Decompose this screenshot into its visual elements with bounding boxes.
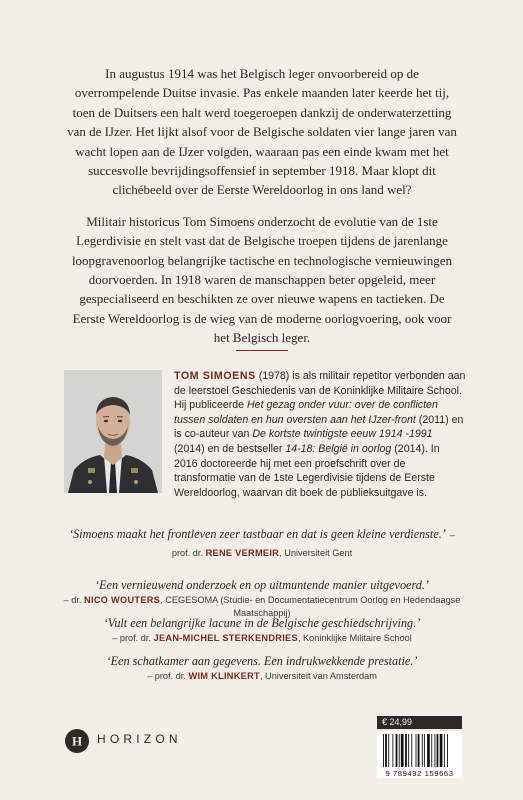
price-label: € 24,99 <box>377 716 462 729</box>
quote-text: ‘Simoens maakt het frontleven zeer tastbaar en dat is geen kleine verdienste.’ <box>69 527 446 541</box>
author-bio <box>174 369 466 500</box>
reviewer-name: RENE VERMEIR <box>205 548 280 558</box>
source-prefix: – prof. dr. <box>147 670 189 681</box>
reviewer-affiliation: , Koninklijke Militaire School <box>297 632 412 643</box>
barcode-bar <box>399 734 400 767</box>
barcode-bar <box>396 734 398 767</box>
blurb-paragraph-1: In augustus 1914 was het Belgisch leger onvoorbereid op de overrompelende Duitse invasie. Pas enkele maanden later keerde het tij, toen de Duitsers een halt werd toegeroepen dankzij de onderwaterzetting van de IJzer. Het lijkt alsof voor de Belgische soldaten vier lange jaren van wacht lopen aan de IJzer volgden, waaraan pas een einde kwam met het succesvolle bevrijdingsoffensief in september 1918. Maar klopt dit clichébeeld over de Eerste Wereldoorlog in ons land wel? <box>67 66 457 198</box>
barcode-bar <box>447 734 448 767</box>
reviewer-name: NICO WOUTERS <box>84 594 161 605</box>
bio-text-3: (2014) en de bestseller <box>174 442 286 455</box>
barcode-bar <box>422 734 423 767</box>
publisher-logo-icon <box>65 729 89 753</box>
barcode-bar <box>405 734 407 767</box>
publisher-name: HORIZON <box>97 732 182 746</box>
logo-letter: H <box>71 733 83 749</box>
blurb <box>64 64 460 360</box>
bio-text-4: (2014). In 2016 doctoreerde hij met een proefschrift over de transformatie van de 1ste Legerdivisie tijdens de Eerste Wereldoorlog, waarvan dit boek de publieksuitgave is. <box>174 442 440 499</box>
book-title-1: Het gezag onder vuur: over de conflicten tussen soldaten en hun oversten aan het IJzer-front <box>174 399 438 426</box>
reviewer-name: JEAN-MICHEL STERKENDRIES <box>153 632 298 643</box>
barcode-bar <box>416 734 417 767</box>
quote-source <box>60 670 464 683</box>
barcode-bar <box>434 734 435 767</box>
bio-text-1: (1978) is als militair repetitor verbonden aan de leerstoel Geschiedenis van de Koninklijke Militaire School. Hij publiceerde <box>174 370 466 412</box>
barcode-bar <box>427 734 430 767</box>
book-title-3: 14-18: België in oorlog <box>285 442 392 455</box>
quote-text: ‘Vult een belangrijke lacune in de Belgische geschiedschrijving.’ <box>103 616 421 630</box>
review-quote-2 <box>60 578 464 620</box>
barcode-bar <box>392 734 393 767</box>
barcode-bar <box>388 734 389 767</box>
reviewer-affiliation: , CEGESOMA (Studie- en Documentatiecentrum Oorlog en Hedendaagse Maatschappij) <box>160 594 461 618</box>
source-prefix: – prof. dr. <box>171 530 455 558</box>
divider-rule <box>236 350 288 351</box>
barcode-bar <box>444 734 445 767</box>
review-quote-3 <box>60 616 464 645</box>
review-quote-4 <box>60 654 464 683</box>
barcode-bar <box>383 734 384 767</box>
reviewer-affiliation: , Universiteit Gent <box>279 548 353 558</box>
barcode-bar <box>401 734 404 767</box>
isbn-number: 9 789492 159663 <box>385 769 454 778</box>
source-prefix: – prof. dr. <box>112 632 154 643</box>
quote-text: ‘Een vernieuwend onderzoek en op uitmuntende manier uitgevoerd.’ <box>95 578 429 592</box>
blurb-paragraph-2: Militair historicus Tom Simoens onderzocht de evolutie van de 1ste Legerdivisie en stelt vast dat de Belgische troepen tijdens de jarenlange loopgravenoorlog belangrijke tactische en technologische vernieuwingen doorvoerden. In 1918 waren de manschappen beter opgeleid, meer gespecialiseerd en beschikten ze over nieuwe wapens en tactieken. De Eerste Wereldoorlog is de wieg van de moderne oorlogvoering, ook voor het Belgisch leger. <box>71 213 453 346</box>
quote-source <box>60 632 464 645</box>
barcode-bar <box>418 734 420 767</box>
review-quote-1 <box>60 525 464 561</box>
barcode-bar <box>408 734 409 767</box>
book-title-2: De kortste twintigste eeuw 1914 -1991 <box>252 428 433 441</box>
barcode-bar <box>424 734 425 767</box>
barcode-bar <box>411 734 412 767</box>
source-prefix: – dr. <box>63 594 85 605</box>
author-name: TOM SIMOENS <box>174 370 256 382</box>
reviewer-affiliation: , Universiteit van Amsterdam <box>259 670 377 681</box>
barcode-bar <box>385 734 387 767</box>
barcode-bar <box>437 734 439 767</box>
quote-text: ‘Een schatkamer aan gegevens. Een indrukwekkende prestatie.’ <box>106 654 418 668</box>
barcode-bar <box>440 734 443 767</box>
author-photo <box>64 370 162 493</box>
bio-text-2: (2011) en is co-auteur van <box>174 413 464 441</box>
reviewer-name: WIM KLINKERT <box>188 670 260 681</box>
barcode-bar <box>431 734 432 767</box>
